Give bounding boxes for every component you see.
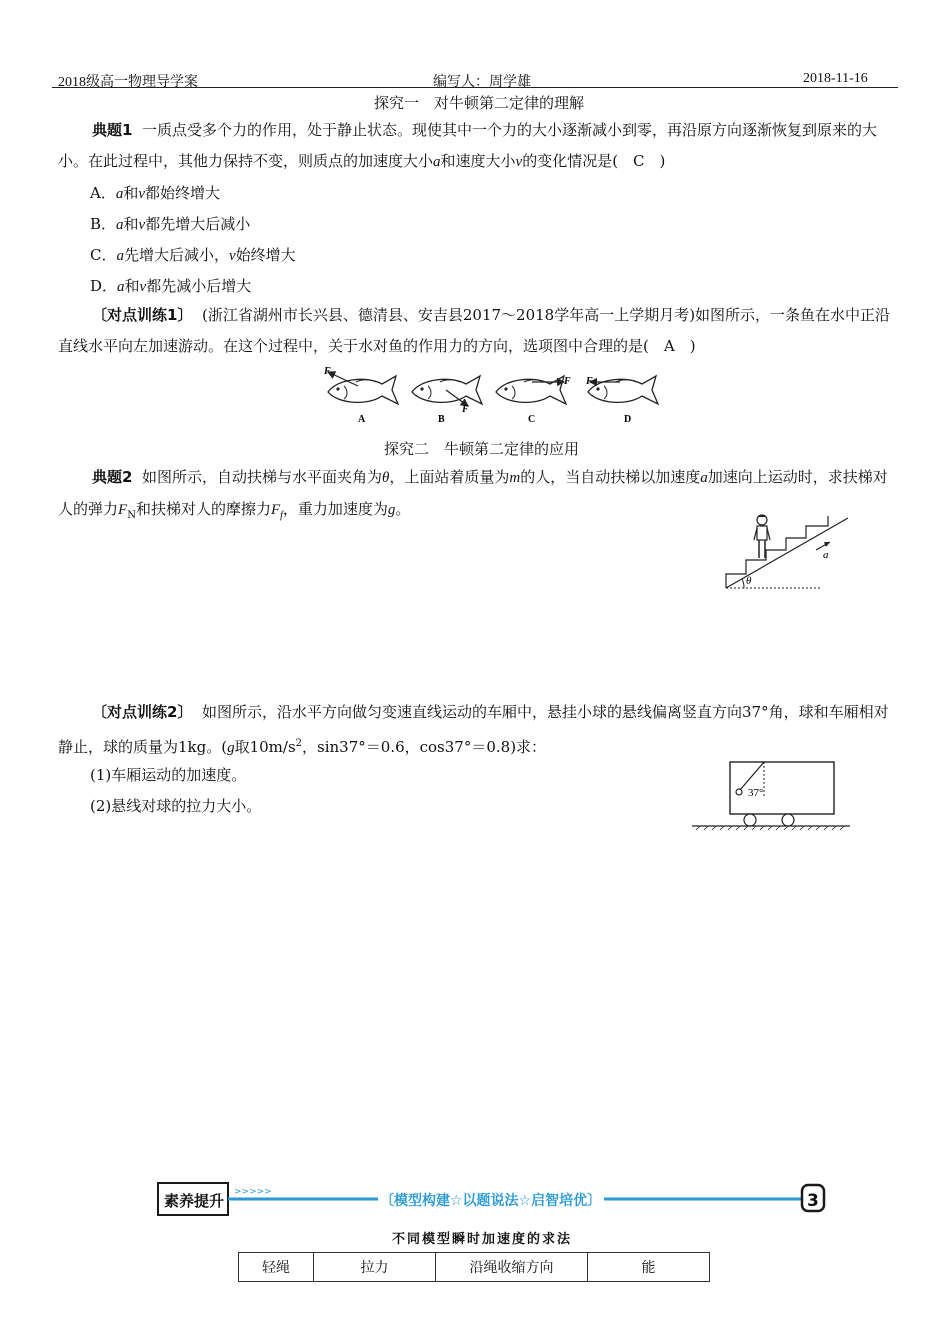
option-a: A．a和v都始终增大	[90, 184, 221, 202]
example1-stem: 典题1 一质点受多个力的作用，处于静止状态。现使其中一个力的大小逐渐减小到零，再沿原方向逐渐恢复到原来的大小。在此过程中，其他力保持不变，则质点的加速度大小a和速度大小v的变化情况是( C )	[58, 121, 877, 170]
training1-stem: 〔对点训练1〕 (浙江省湖州市长兴县、德清县、安吉县2017～2018学年高一上学期月考)如图所示，一条鱼在水中正沿直线水平向左加速游动。在这个过程中，关于水对鱼的作用力的方向，选项图中合理的是( A )	[58, 306, 891, 355]
example1-label: 典题1	[92, 121, 133, 139]
option-b: B．a和v都先增大后减小	[90, 215, 251, 233]
training1-label: 〔对点训练1〕	[92, 306, 193, 324]
fish-label-d: D	[624, 414, 632, 425]
escalator-angle-label: θ	[746, 575, 752, 587]
section2-title: 探究二 牛顿第二定律的应用	[384, 440, 580, 458]
fish-c-force-label: F	[564, 376, 571, 387]
training2-stem: 〔对点训练2〕 如图所示，沿水平方向做匀变速直线运动的车厢中，悬挂小球的悬线偏离竖直方向37°角，球和车厢相对静止，球的质量为1kg。(g取$10m/s^2$，sin37°＝0.6，cos37°＝0.8)求：	[58, 703, 889, 756]
subtitle: 不同模型瞬时加速度的求法	[392, 1232, 573, 1247]
section1-title: 探究一 对牛顿第二定律的理解	[374, 94, 585, 112]
table-cell: 轻绳	[239, 1253, 314, 1282]
training2-q2: (2)悬线对球的拉力大小。	[90, 797, 262, 815]
section-banner	[156, 1180, 828, 1220]
table-cell: 能	[588, 1253, 710, 1282]
table-cell: 沿绳收缩方向	[436, 1253, 588, 1282]
fish-label-a: A	[358, 414, 366, 425]
option-c: C．a先增大后减小，v始终增大	[90, 246, 296, 264]
table-row	[239, 1253, 710, 1282]
example2-stem: 典题2 如图所示，自动扶梯与水平面夹角为θ，上面站着质量为m的人，当自动扶梯以加速度a加速向上运动时，求扶梯对人的弹力$F_N$和扶梯对人的摩擦力$F_f$，重力加速度为g。	[58, 468, 888, 521]
example2-label: 典题2	[92, 468, 133, 486]
fish-figure	[318, 362, 670, 426]
model-table	[238, 1252, 710, 1282]
header-author: 编写人：周学雄	[433, 75, 531, 90]
training2-label: 〔对点训练2〕	[92, 703, 193, 721]
fish-a-force-label: F	[324, 366, 331, 377]
header-left: 2018级高一物理导学案	[58, 75, 198, 90]
fish-label-c: C	[528, 414, 536, 425]
banner-arrows: >>>>>	[234, 1187, 272, 1197]
person-drawing	[754, 515, 770, 559]
banner-middle-text: 〔模型构建☆以题说法☆启智培优〕	[380, 1193, 602, 1209]
banner-number: 3	[807, 1191, 819, 1211]
fish-b-force-label: F	[462, 404, 469, 415]
header-rule	[52, 87, 898, 88]
carriage-angle-label: 37°	[748, 787, 764, 799]
escalator-accel-label: a	[823, 549, 829, 561]
header-date: 2018-11-16	[803, 71, 868, 86]
fish-d-force-label: F	[586, 376, 593, 387]
table-cell: 拉力	[314, 1253, 436, 1282]
banner-left-text: 素养提升	[164, 1192, 225, 1210]
carriage-figure	[690, 758, 852, 834]
training2-q1: (1)车厢运动的加速度。	[90, 766, 247, 784]
option-d: D．a和v都先减小后增大	[90, 277, 252, 295]
escalator-figure	[720, 512, 856, 594]
fish-label-b: B	[438, 414, 445, 425]
